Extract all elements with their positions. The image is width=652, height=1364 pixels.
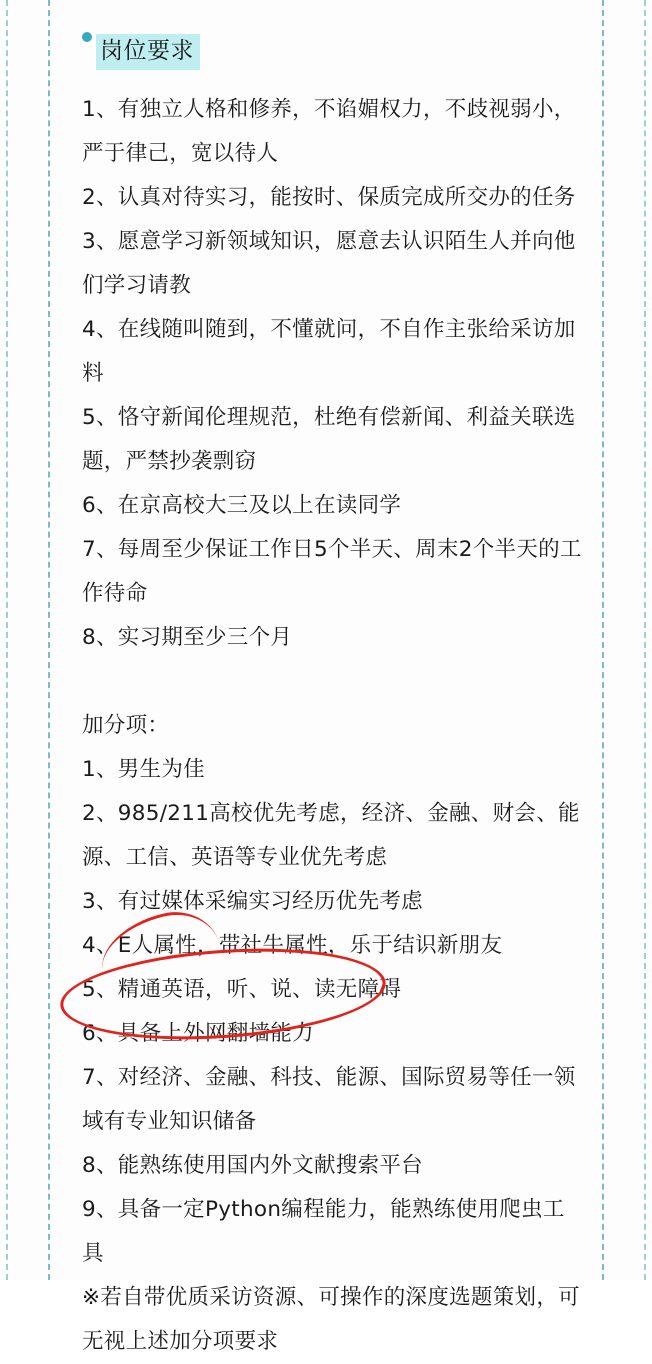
list-item: 4、E人属性，带社牛属性，乐于结识新朋友: [82, 933, 503, 959]
bonus-section: [82, 704, 582, 1364]
list-item: 2、认真对待实习，能按时、保质完成所交办的任务: [82, 185, 576, 211]
section-spacer: [82, 660, 582, 704]
list-item: 7、每周至少保证工作日5个半天、周末2个半天的工作待命: [82, 537, 582, 607]
list-item: 6、在京高校大三及以上在读同学: [82, 493, 402, 519]
decorative-dashed-border-right: [602, 0, 604, 1280]
list-item: 1、有独立人格和修养，不谄媚权力，不歧视弱小，严于律己，宽以待人: [82, 97, 576, 167]
bullet-dot-icon: [82, 32, 92, 42]
list-item: 4、在线随叫随到，不懂就问，不自作主张给采访加料: [82, 317, 576, 387]
footnote: ※若自带优质采访资源、可操作的深度选题策划，可无视上述加分项要求: [82, 1285, 580, 1355]
section-heading-label: 岗位要求: [96, 34, 200, 70]
decorative-dashed-border-outer-right: [644, 0, 646, 1280]
list-item: 8、能熟练使用国内外文献搜索平台: [82, 1153, 423, 1179]
decorative-dashed-border-left: [48, 0, 50, 1280]
list-item: 3、愿意学习新领域知识，愿意去认识陌生人并向他们学习请教: [82, 229, 576, 299]
list-item: 2、985/211高校优先考虑，经济、金融、财会、能源、工信、英语等专业优先考虑: [82, 801, 580, 871]
document-content: [82, 26, 582, 1364]
list-item: 5、精通英语，听、说、读无障碍: [82, 977, 402, 1003]
list-item: 8、实习期至少三个月: [82, 625, 293, 651]
requirements-list: [82, 88, 582, 660]
bonus-section-title: 加分项：: [82, 713, 170, 739]
list-item: 1、男生为佳: [82, 757, 205, 783]
list-item: 6、具备上外网翻墙能力: [82, 1021, 314, 1047]
list-item: 7、对经济、金融、科技、能源、国际贸易等任一领域有专业知识储备: [82, 1065, 576, 1135]
section-heading: [82, 26, 582, 62]
decorative-dashed-border-outer-left: [6, 0, 8, 1280]
list-item: 5、恪守新闻伦理规范，杜绝有偿新闻、利益关联选题，严禁抄袭剽窃: [82, 405, 576, 475]
list-item: 9、具备一定Python编程能力，能熟练使用爬虫工具: [82, 1197, 565, 1267]
list-item: 3、有过媒体采编实习经历优先考虑: [82, 889, 423, 915]
